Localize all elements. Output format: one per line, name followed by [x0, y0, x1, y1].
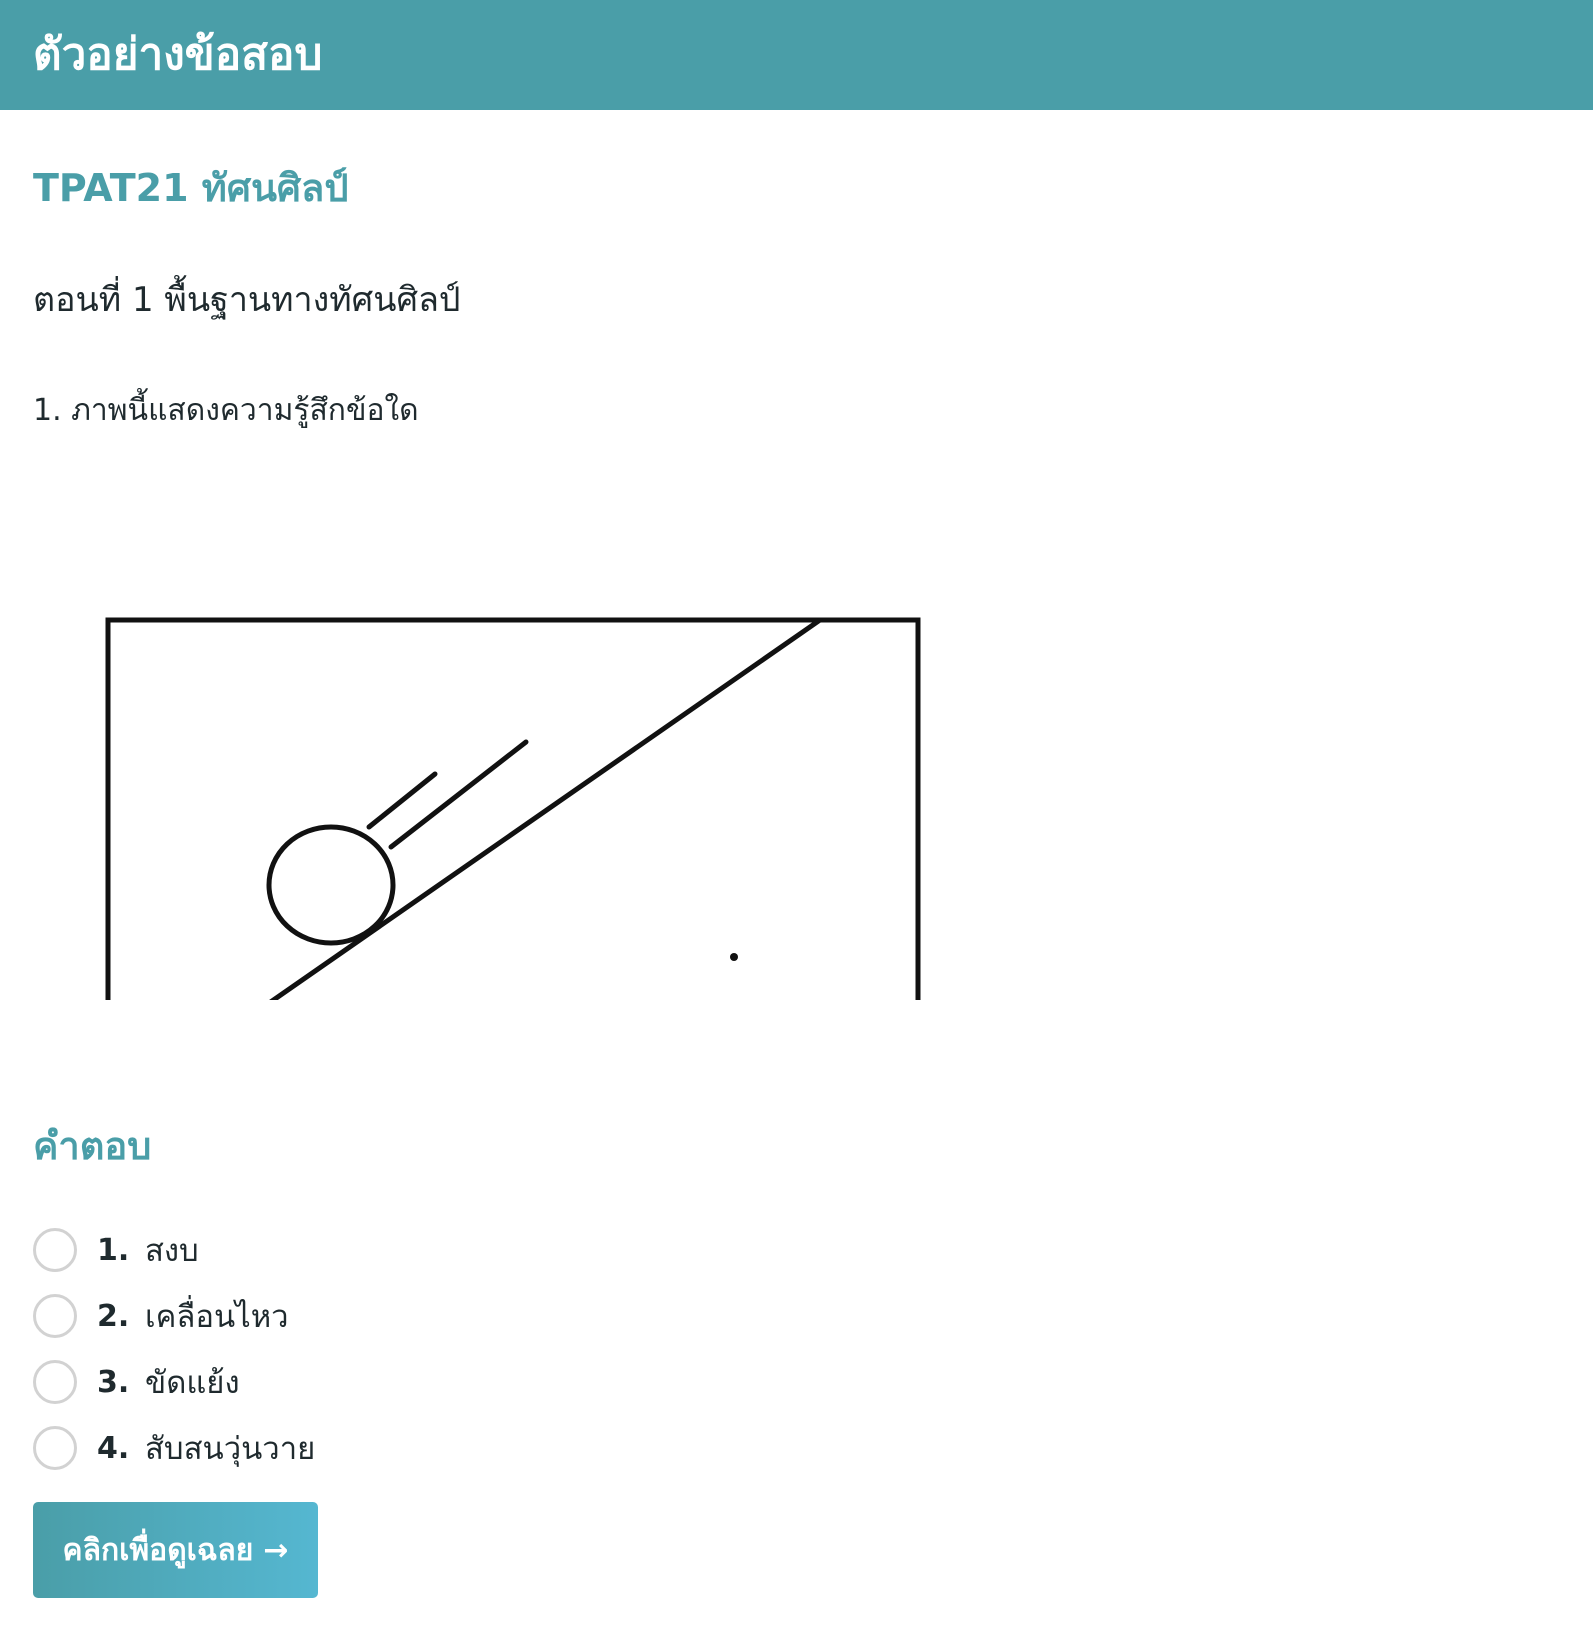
radio-button[interactable] — [33, 1426, 77, 1470]
option-label: สงบ — [145, 1233, 199, 1269]
small-dot — [730, 953, 738, 961]
subject-title: TPAT21 ทัศนศิลป์ — [33, 166, 349, 210]
view-solution-button[interactable] — [33, 1502, 318, 1598]
radio-button[interactable] — [33, 1228, 77, 1272]
answer-option-1[interactable] — [33, 1217, 633, 1283]
page-header — [0, 0, 1593, 110]
option-label: สับสนวุ่นวาย — [145, 1431, 316, 1467]
answer-option-3[interactable] — [33, 1349, 633, 1415]
header-title: ตัวอย่างข้อสอบ — [33, 29, 323, 80]
option-number: 4. — [97, 1430, 130, 1466]
figure-frame — [108, 620, 918, 1000]
rolling-ball-diagram — [98, 520, 968, 1000]
radio-button[interactable] — [33, 1294, 77, 1338]
solution-button-label: คลิกเพื่อดูเฉลย — [62, 1532, 254, 1568]
option-label: ขัดแย้ง — [145, 1365, 240, 1401]
section-title: ตอนที่ 1 พื้นฐานทางทัศนศิลป์ — [33, 280, 461, 320]
option-number: 1. — [97, 1232, 130, 1268]
answer-options — [33, 1217, 633, 1481]
option-label: เคลื่อนไหว — [145, 1299, 289, 1335]
answers-heading: คำตอบ — [33, 1124, 152, 1168]
slope-line — [203, 620, 820, 1000]
arrow-right-icon: → — [263, 1532, 289, 1568]
question-figure — [98, 520, 968, 1000]
question-text: 1. ภาพนี้แสดงความรู้สึกข้อใด — [33, 393, 419, 428]
option-number: 2. — [97, 1298, 130, 1334]
radio-button[interactable] — [33, 1360, 77, 1404]
ball-circle — [269, 827, 393, 943]
answer-option-2[interactable] — [33, 1283, 633, 1349]
option-number: 3. — [97, 1364, 130, 1400]
answer-option-4[interactable] — [33, 1415, 633, 1481]
